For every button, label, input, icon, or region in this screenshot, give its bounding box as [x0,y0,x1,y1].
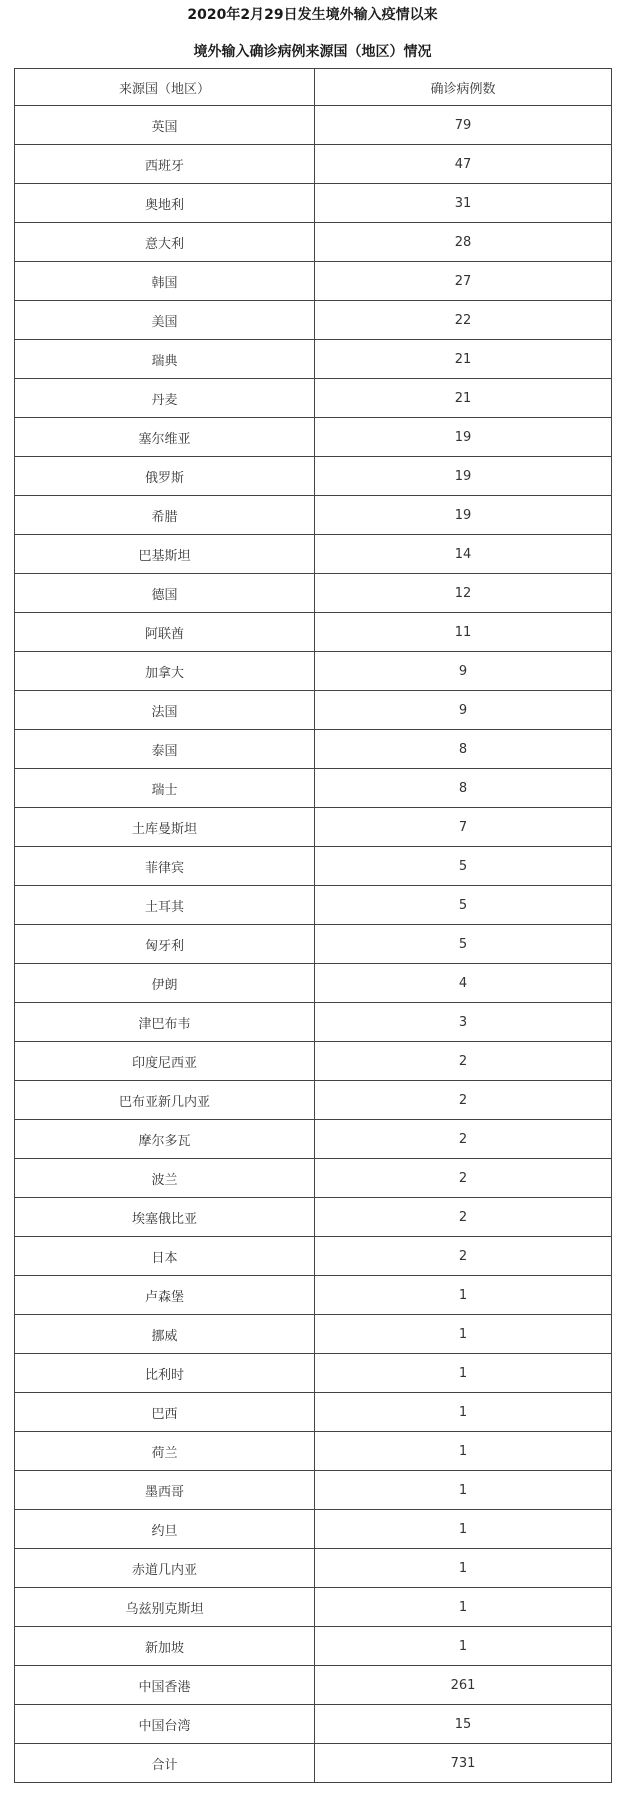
cell-cases: 15 [315,1705,612,1744]
cell-country: 泰国 [15,730,315,769]
cell-cases: 1 [315,1393,612,1432]
table-row [15,106,612,145]
table-row [15,1627,612,1666]
cell-country: 乌兹别克斯坦 [15,1588,315,1627]
cell-cases: 11 [315,613,612,652]
table-row [15,691,612,730]
table-row [15,184,612,223]
table-row [15,808,612,847]
cell-country: 美国 [15,301,315,340]
cell-country: 加拿大 [15,652,315,691]
cell-country: 中国台湾 [15,1705,315,1744]
document-title: 2020年2月29日发生境外输入疫情以来 [187,7,438,23]
cell-country: 意大利 [15,223,315,262]
cell-country: 挪威 [15,1315,315,1354]
cell-cases: 5 [315,886,612,925]
cell-cases: 1 [315,1471,612,1510]
cell-cases: 31 [315,184,612,223]
table-row [15,1588,612,1627]
cell-cases: 79 [315,106,612,145]
cell-country: 巴西 [15,1393,315,1432]
cell-cases: 1 [315,1276,612,1315]
cell-country: 英国 [15,106,315,145]
cell-country: 巴基斯坦 [15,535,315,574]
cell-country: 土库曼斯坦 [15,808,315,847]
cell-country: 津巴布韦 [15,1003,315,1042]
cell-country: 印度尼西亚 [15,1042,315,1081]
cell-cases: 28 [315,223,612,262]
cell-cases: 731 [315,1744,612,1783]
cell-cases: 19 [315,418,612,457]
table-row [15,730,612,769]
table-row [15,1432,612,1471]
table-row [15,1081,612,1120]
cell-country: 约旦 [15,1510,315,1549]
table-row [15,1354,612,1393]
cell-country: 西班牙 [15,145,315,184]
cell-country: 菲律宾 [15,847,315,886]
cell-cases: 1 [315,1549,612,1588]
cell-country: 合计 [15,1744,315,1783]
table-row [15,1315,612,1354]
table-row [15,613,612,652]
cell-country: 丹麦 [15,379,315,418]
cell-cases: 12 [315,574,612,613]
cell-country: 瑞典 [15,340,315,379]
cell-country: 日本 [15,1237,315,1276]
cell-cases: 4 [315,964,612,1003]
cell-cases: 22 [315,301,612,340]
cell-cases: 9 [315,652,612,691]
cell-cases: 1 [315,1588,612,1627]
table-body [15,106,612,1783]
cell-country: 韩国 [15,262,315,301]
imported-cases-table [14,68,612,1783]
header-cases: 确诊病例数 [315,69,612,106]
cell-cases: 5 [315,847,612,886]
table-row [15,496,612,535]
table-row [15,262,612,301]
cell-country: 伊朗 [15,964,315,1003]
cell-country: 法国 [15,691,315,730]
cell-country: 荷兰 [15,1432,315,1471]
table-row [15,418,612,457]
cell-cases: 1 [315,1510,612,1549]
cell-cases: 2 [315,1120,612,1159]
header-country: 来源国（地区） [15,69,315,106]
cell-cases: 1 [315,1432,612,1471]
table-row [15,925,612,964]
table-row [15,379,612,418]
cell-cases: 19 [315,496,612,535]
table-row [15,301,612,340]
cell-country: 卢森堡 [15,1276,315,1315]
table-row [15,1549,612,1588]
table-row [15,1666,612,1705]
table-total-row [15,1744,612,1783]
cell-cases: 2 [315,1198,612,1237]
cell-cases: 1 [315,1627,612,1666]
cell-country: 巴布亚新几内亚 [15,1081,315,1120]
table-row [15,1471,612,1510]
cell-cases: 2 [315,1081,612,1120]
table-row [15,652,612,691]
cell-country: 匈牙利 [15,925,315,964]
cell-country: 奥地利 [15,184,315,223]
table-row [15,964,612,1003]
cell-cases: 21 [315,379,612,418]
cell-cases: 21 [315,340,612,379]
cell-country: 阿联酋 [15,613,315,652]
cell-country: 墨西哥 [15,1471,315,1510]
cell-cases: 5 [315,925,612,964]
cell-country: 赤道几内亚 [15,1549,315,1588]
cell-country: 比利时 [15,1354,315,1393]
cell-country: 中国香港 [15,1666,315,1705]
table-row [15,1237,612,1276]
cell-cases: 19 [315,457,612,496]
cell-cases: 2 [315,1159,612,1198]
cell-country: 土耳其 [15,886,315,925]
cell-cases: 8 [315,769,612,808]
table-row [15,769,612,808]
table-row [15,886,612,925]
cell-cases: 2 [315,1237,612,1276]
cell-country: 德国 [15,574,315,613]
cell-cases: 47 [315,145,612,184]
table-row [15,340,612,379]
cell-country: 波兰 [15,1159,315,1198]
table-row [15,1393,612,1432]
table-row [15,574,612,613]
table-row [15,1276,612,1315]
table-row [15,1510,612,1549]
table-row [15,145,612,184]
table-row [15,1120,612,1159]
cell-country: 俄罗斯 [15,457,315,496]
table-row [15,223,612,262]
cell-cases: 7 [315,808,612,847]
table-row [15,1198,612,1237]
table-header-row [15,69,612,106]
table-row [15,847,612,886]
cell-country: 埃塞俄比亚 [15,1198,315,1237]
table-row [15,1042,612,1081]
table-caption: 境外输入确诊病例来源国（地区）情况 [193,44,432,60]
table-row [15,457,612,496]
cell-cases: 27 [315,262,612,301]
table-row [15,1003,612,1042]
cell-cases: 1 [315,1354,612,1393]
cell-cases: 3 [315,1003,612,1042]
cell-cases: 2 [315,1042,612,1081]
cell-cases: 8 [315,730,612,769]
table-row [15,1705,612,1744]
cell-country: 瑞士 [15,769,315,808]
table-row [15,535,612,574]
cell-country: 新加坡 [15,1627,315,1666]
cell-country: 摩尔多瓦 [15,1120,315,1159]
cell-cases: 14 [315,535,612,574]
table-row [15,1159,612,1198]
cell-country: 塞尔维亚 [15,418,315,457]
cell-cases: 1 [315,1315,612,1354]
cell-country: 希腊 [15,496,315,535]
cell-cases: 9 [315,691,612,730]
cell-cases: 261 [315,1666,612,1705]
